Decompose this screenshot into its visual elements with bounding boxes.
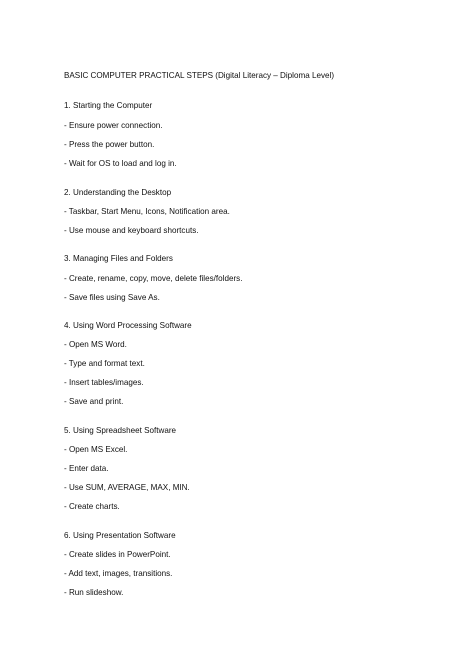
document-title: BASIC COMPUTER PRACTICAL STEPS (Digital Literacy – Diploma Level) [64,71,335,80]
list-item: - Create slides in PowerPoint. [64,550,171,559]
list-item: - Run slideshow. [64,588,124,597]
section-heading: 2. Understanding the Desktop [64,188,172,197]
section-heading: 4. Using Word Processing Software [64,321,192,330]
list-item: - Use SUM, AVERAGE, MAX, MIN. [64,483,190,492]
list-item: - Open MS Excel. [64,445,128,454]
list-item: - Save files using Save As. [64,293,160,302]
list-item: - Type and format text. [64,359,145,368]
list-item: - Ensure power connection. [64,121,163,130]
list-item: - Press the power button. [64,140,155,149]
list-item: - Create, rename, copy, move, delete files/folders. [64,274,243,283]
section-heading: 6. Using Presentation Software [64,531,176,540]
list-item: - Insert tables/images. [64,378,144,387]
section-heading: 3. Managing Files and Folders [64,254,173,263]
list-item: - Add text, images, transitions. [64,569,173,578]
list-item: - Wait for OS to load and log in. [64,159,177,168]
section-heading: 5. Using Spreadsheet Software [64,426,177,435]
list-item: - Enter data. [64,464,109,473]
list-item: - Open MS Word. [64,340,127,349]
list-item: - Taskbar, Start Menu, Icons, Notification area. [64,207,230,216]
list-item: - Use mouse and keyboard shortcuts. [64,226,199,235]
list-item: - Create charts. [64,502,120,511]
section-heading: 1. Starting the Computer [64,101,153,110]
list-item: - Save and print. [64,397,124,406]
